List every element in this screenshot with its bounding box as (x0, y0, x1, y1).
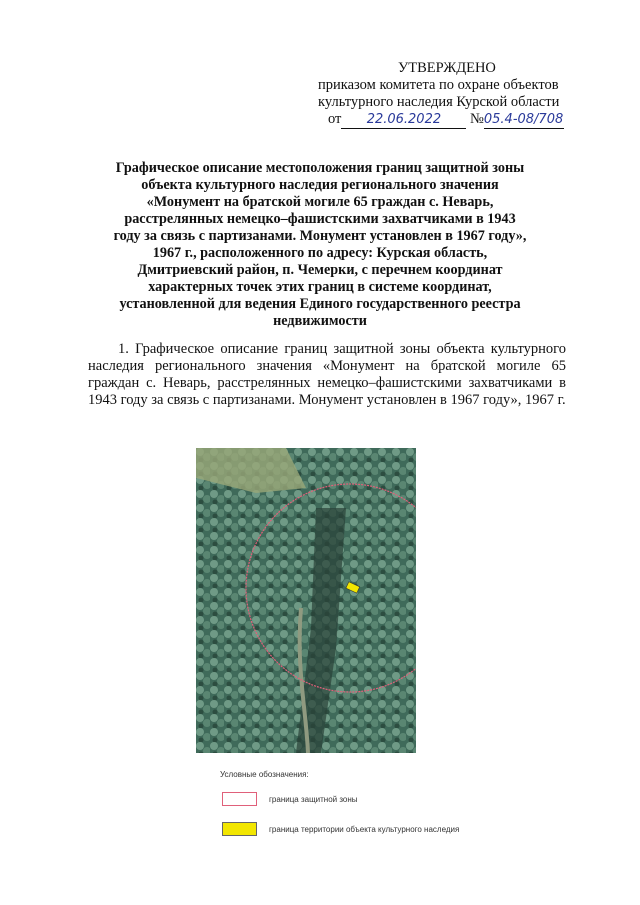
protection-zone-swatch (222, 792, 257, 806)
heritage-territory-swatch (222, 822, 257, 836)
paragraph-text: 1. Графическое описание границ защитной зоны объекта культурного наследия регионального значения «Монумент на братской могиле 65 граждан с. Неварь, расстрелянных немецко–фашистскими захватчиками в 1943 году за связь с партизанами. Монумент установлен в 1967 году», 1967 г. (88, 341, 566, 408)
approval-line-1: приказом комитета по охране объектов (318, 77, 559, 93)
document-title: Графическое описание местоположения границ защитной зоны объекта культурного наследия регионального значения «Монумент на братской могиле 65 граждан с. Неварь, расстрелянных немецко–фашистскими захватчиками в 1943 году за связь с партизанами. Монумент установлен в 1967 году», 1967 г., расположенного по адресу: Курская область, Дмитриевский район, п. Чемерки, с перечнем координат характерных точек этих границ в системе координат, установленной для ведения Единого государственного реестра недвижимости (113, 160, 527, 329)
number-prefix: № (470, 111, 484, 127)
date-prefix: от (328, 111, 342, 127)
approval-heading: УТВЕРЖДЕНО (398, 60, 496, 76)
legend-item-protection-zone (222, 792, 358, 806)
approval-number: 05.4-08/708 (483, 112, 564, 127)
legend-label: граница территории объекта культурного наследия (269, 824, 460, 834)
approval-stamp (318, 60, 618, 129)
legend-title: Условные обозначения: (220, 770, 309, 779)
approval-line-2: культурного наследия Курской области (318, 94, 560, 110)
legend-item-heritage-territory (222, 822, 459, 836)
legend-label: граница защитной зоны (269, 794, 358, 804)
section-paragraph (88, 341, 566, 409)
approval-date: 22.06.2022 (341, 111, 466, 129)
aerial-map (196, 448, 416, 753)
